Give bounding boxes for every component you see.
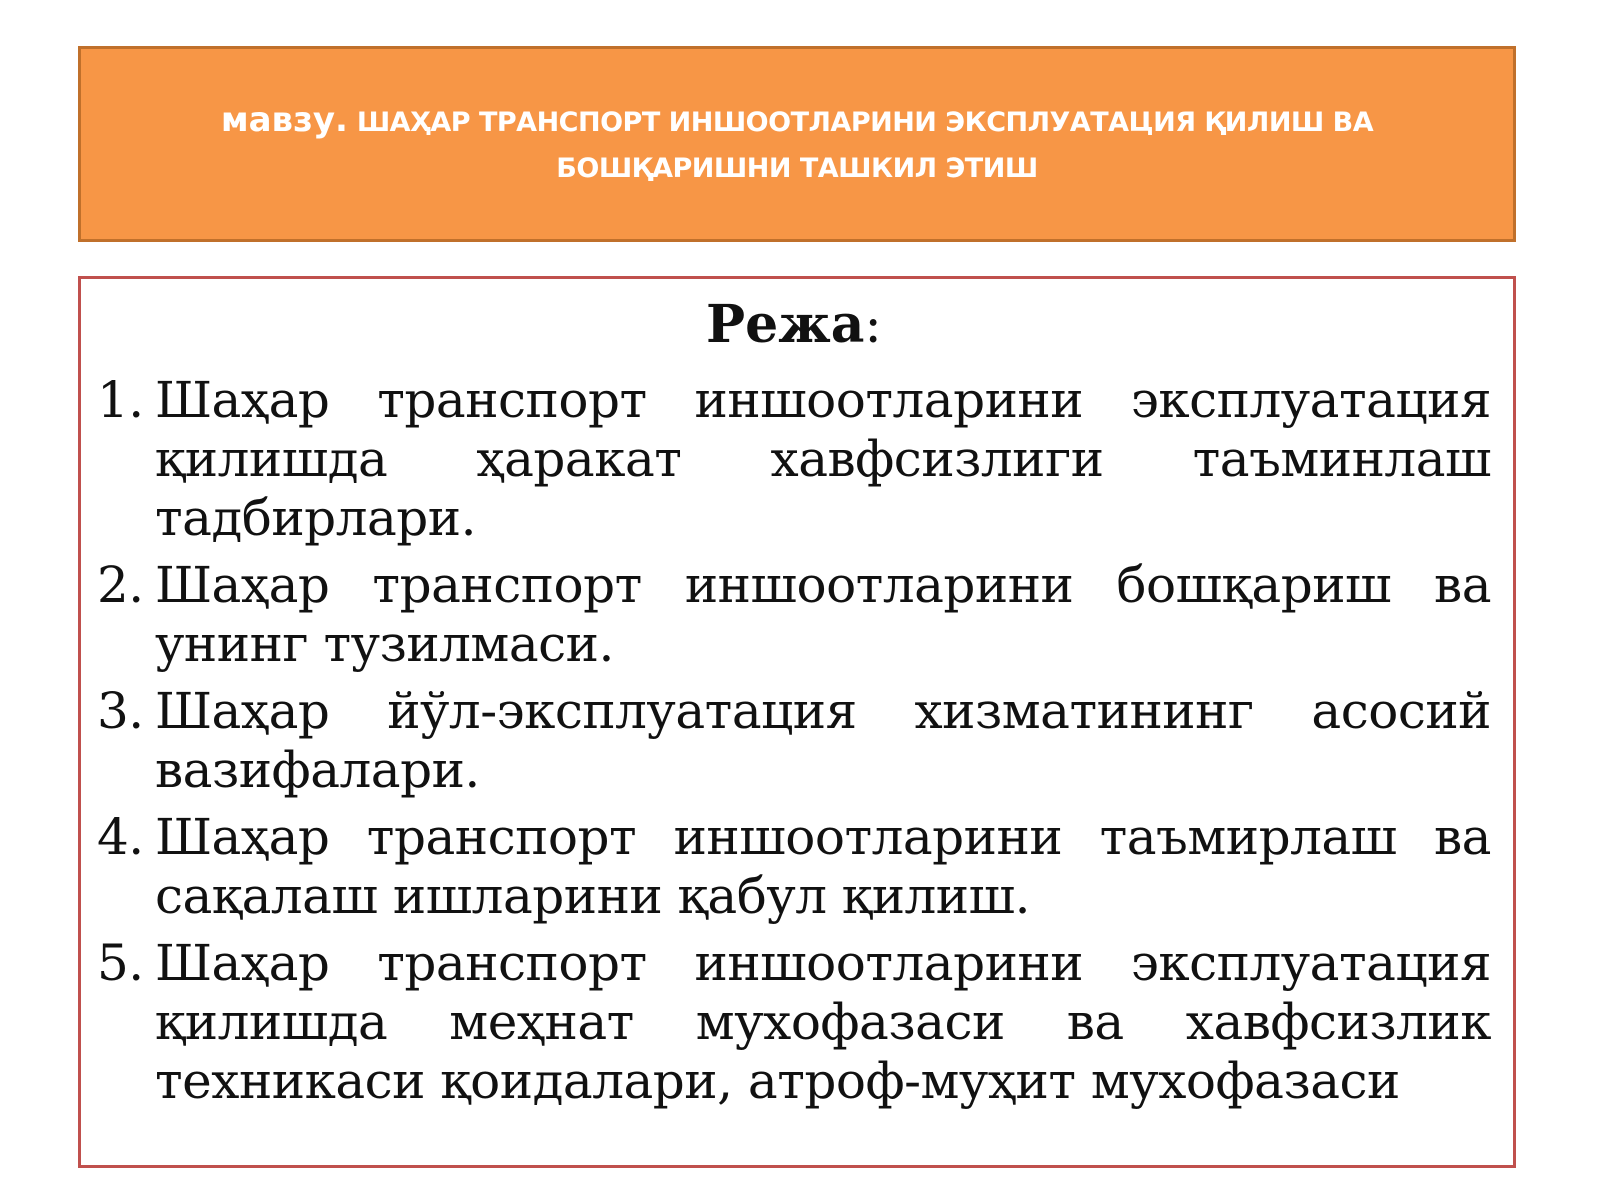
list-item [97, 934, 1491, 1111]
list-item-text: Шаҳар йўл-эксплуатация хизматининг асосий вазифалари. [155, 682, 1491, 799]
list-item-number: 1. [97, 371, 144, 429]
list-item-text: Шаҳар транспорт иншоотларини эксплуатация қилишда меҳнат мухофазаси ва хавфсизлик техникаси қоидалари, атроф-муҳит мухофазаси [155, 934, 1491, 1110]
list-item-text: Шаҳар транспорт иншоотларини бошқариш ва унинг тузилмаси. [155, 556, 1491, 673]
list-item [97, 556, 1491, 674]
list-item-text: Шаҳар транспорт иншоотларини эксплуатация қилишда ҳаракат хавфсизлиги таъминлаш тадбирлари. [155, 371, 1491, 547]
list-item [97, 682, 1491, 800]
list-item-number: 2. [97, 556, 144, 614]
title-prefix: мавзу. [220, 99, 348, 140]
plan-heading-word: Режа [706, 294, 865, 355]
plan-heading-colon: : [864, 295, 882, 355]
title-banner [78, 46, 1516, 242]
slide-title [101, 97, 1493, 192]
list-item-text: Шаҳар транспорт иншоотларини таъмирлаш ва сақалаш ишларини қабул қилиш. [155, 808, 1491, 925]
list-item-number: 3. [97, 682, 144, 740]
plan-box [78, 276, 1516, 1168]
list-item-number: 4. [97, 808, 144, 866]
list-item-number: 5. [97, 934, 144, 992]
plan-list [97, 371, 1491, 1111]
plan-heading [97, 293, 1491, 357]
list-item [97, 808, 1491, 926]
title-main: ШАҲАР ТРАНСПОРТ ИНШООТЛАРИНИ ЭКСПЛУАТАЦИЯ ҚИЛИШ ВА БОШҚАРИШНИ ТАШКИЛ ЭТИШ [356, 106, 1374, 184]
list-item [97, 371, 1491, 548]
